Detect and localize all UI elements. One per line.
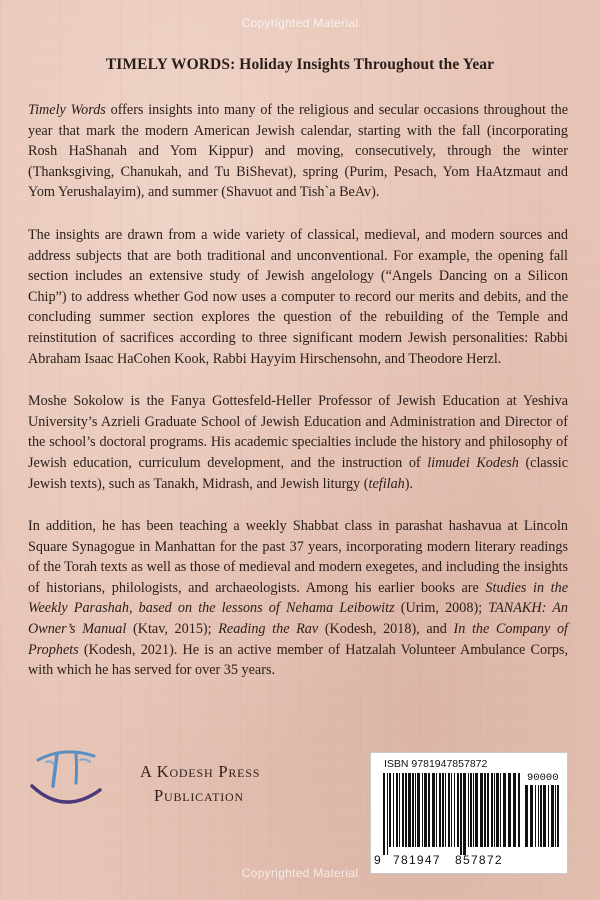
barcode-bar [415, 773, 416, 847]
book-1-title: Studies in the Weekly Parashah, based on the lessons of Nehama Leibowitz [28, 579, 569, 617]
barcode-bar [393, 773, 394, 847]
barcode-bar [473, 773, 474, 847]
bio-italic-1: limudei Kodesh [427, 454, 519, 471]
addon-bars [525, 785, 563, 855]
works-text-3: (Ktav, 2015); [126, 621, 219, 638]
barcode-bar [557, 785, 559, 847]
works-text-2: (Urim, 2008); [394, 600, 489, 617]
barcode-bar [540, 785, 542, 847]
publisher-line-1: A Kodesh Press [140, 762, 261, 781]
barcode-bar [389, 773, 391, 847]
barcode-bar [405, 773, 407, 847]
barcode-bar [535, 785, 536, 847]
ean-bars [383, 773, 521, 855]
works-text-1: In addition, he has been teaching a weekly Shabbat class in parashat hashavua at Lincoln Square Synagogue in Manhattan for the past 37 years, incorporating modern literary readings of the Torah texts as well as those of medieval and modern exegetes, and including the insights of historians, philologists, and archaeologists. Among his earlier books are [28, 518, 568, 596]
barcode-bar [448, 773, 450, 847]
publisher-name [140, 760, 260, 808]
barcode-bar [555, 785, 556, 847]
barcode-bar [451, 773, 452, 847]
barcode-bar [402, 773, 404, 847]
barcode-digit-first: 9 [374, 853, 381, 867]
barcode-bar [468, 773, 469, 847]
barcode-bar [396, 773, 398, 847]
barcode-bar [513, 773, 516, 847]
barcode-bar [436, 773, 437, 847]
isbn-barcode [370, 752, 568, 874]
barcode-bar [454, 773, 455, 847]
barcode-bar [548, 785, 549, 847]
barcode-bar [496, 773, 499, 847]
barcode-bar [530, 785, 533, 847]
barcode-bar [475, 773, 478, 847]
book-3-title: Reading the Rav [218, 621, 319, 638]
barcode-digits-group-2: 857872 [455, 853, 503, 867]
watermark-bottom: Copyrighted Material [241, 866, 359, 880]
kodesh-press-logo-icon [24, 742, 124, 814]
barcode-bar [487, 773, 489, 847]
barcode-bar [460, 773, 462, 855]
barcode-bar [417, 773, 420, 847]
barcode-bar [543, 785, 546, 847]
bio-text-3: ). [404, 475, 414, 492]
price-code: 90000 [527, 772, 559, 784]
barcode-bar [387, 773, 388, 855]
paragraph-insights [28, 225, 568, 369]
book-title-italic: Timely Words [28, 102, 106, 118]
barcode-bar [551, 785, 554, 847]
barcode-bar [445, 773, 446, 847]
barcode-bar [424, 773, 427, 847]
overview-text: offers insights into many of the religious and secular occasions throughout the year that mark the modern American Jewish calendar, starting with the fall (incorporating Rosh HaShanah and Yom Kippur) and moving, consecutively, through the winter (Thanksgiving, Chanukah, and Tu BiShevat), spring (Purim, Pesach, Yom HaAtzmaut and Yom Yerushalayim), and summer (Shavuot and Tish`a BeAv). [28, 102, 568, 201]
barcode-digits-group-1: 781947 [393, 853, 441, 867]
paragraph-overview [28, 100, 568, 203]
barcode-bar [470, 773, 472, 847]
works-text-5: (Kodesh, 2021). He is an active member of Hatzalah Volunteer Ambulance Corps, with which he has served for over 35 years. [28, 641, 568, 679]
barcode-bar [463, 773, 466, 855]
description-body [28, 100, 568, 681]
barcode-bar [525, 785, 528, 847]
barcode-bar [439, 773, 441, 847]
barcode-bar [432, 773, 435, 847]
page-title: TIMELY WORDS: Holiday Insights Throughout the Year [105, 56, 495, 73]
publisher-line-2: Publication [154, 786, 244, 805]
barcode-bar [442, 773, 444, 847]
barcode-bar [480, 773, 483, 847]
barcode-bar [503, 773, 506, 847]
bio-text-2: (classic Jewish texts), such as Tanakh, Midrash, and Jewish liturgy ( [28, 454, 568, 492]
barcode-bar [457, 773, 459, 847]
insights-text: The insights are drawn from a wide variety of classical, medieval, and modern sources and address subjects that are both traditional and unconventional. For example, the opening fall section includes an extensive study of Jewish angelology (“Angels Dancing on a Silicon Chip”) to address whether God now uses a computer to record our merits and debits, and the concluding summer section explores the question of the rebuilding of the Temple and reinstitution of sacrifices according to three significant modern Jewish personalities: Rabbi Abraham Isaac HaCohen Kook, Rabbi Hayyim Hirschensohn, and Theodore Herzl. [28, 226, 568, 367]
barcode-bar [508, 773, 511, 847]
barcode-bar [412, 773, 414, 847]
barcode-bar [428, 773, 430, 847]
barcode-bar [484, 773, 486, 847]
paragraph-author-works [28, 516, 568, 681]
isbn-label: ISBN 9781947857872 [384, 758, 488, 770]
watermark-top: Copyrighted Material [241, 16, 359, 30]
barcode-bar [518, 773, 520, 847]
bio-italic-2: tefilah [368, 475, 405, 492]
barcode-bar [538, 785, 539, 847]
barcode-bar [494, 773, 495, 847]
works-text-4: (Kodesh, 2018), and [318, 621, 454, 638]
barcode-bar [399, 773, 400, 847]
barcode-bar [491, 773, 493, 847]
bio-text-1: Moshe Sokolow is the Fanya Gottesfeld-Heller Professor of Jewish Education at Yeshiva University’s Azrieli Graduate School of Jewish Education and Administration and Director of the school’s doctoral programs. His academic specialties include the history and philosophy of Jewish education, curriculum development, and the instruction of [28, 393, 568, 471]
barcode-bar [422, 773, 423, 847]
barcode-bar [408, 773, 411, 847]
book-4-title: In the Company of Prophets [28, 621, 568, 658]
paragraph-author-bio [28, 391, 568, 494]
barcode-bar [383, 773, 385, 855]
barcode-bar [500, 773, 501, 847]
book-2-title: TANAKH: An Owner’s Manual [28, 600, 568, 638]
